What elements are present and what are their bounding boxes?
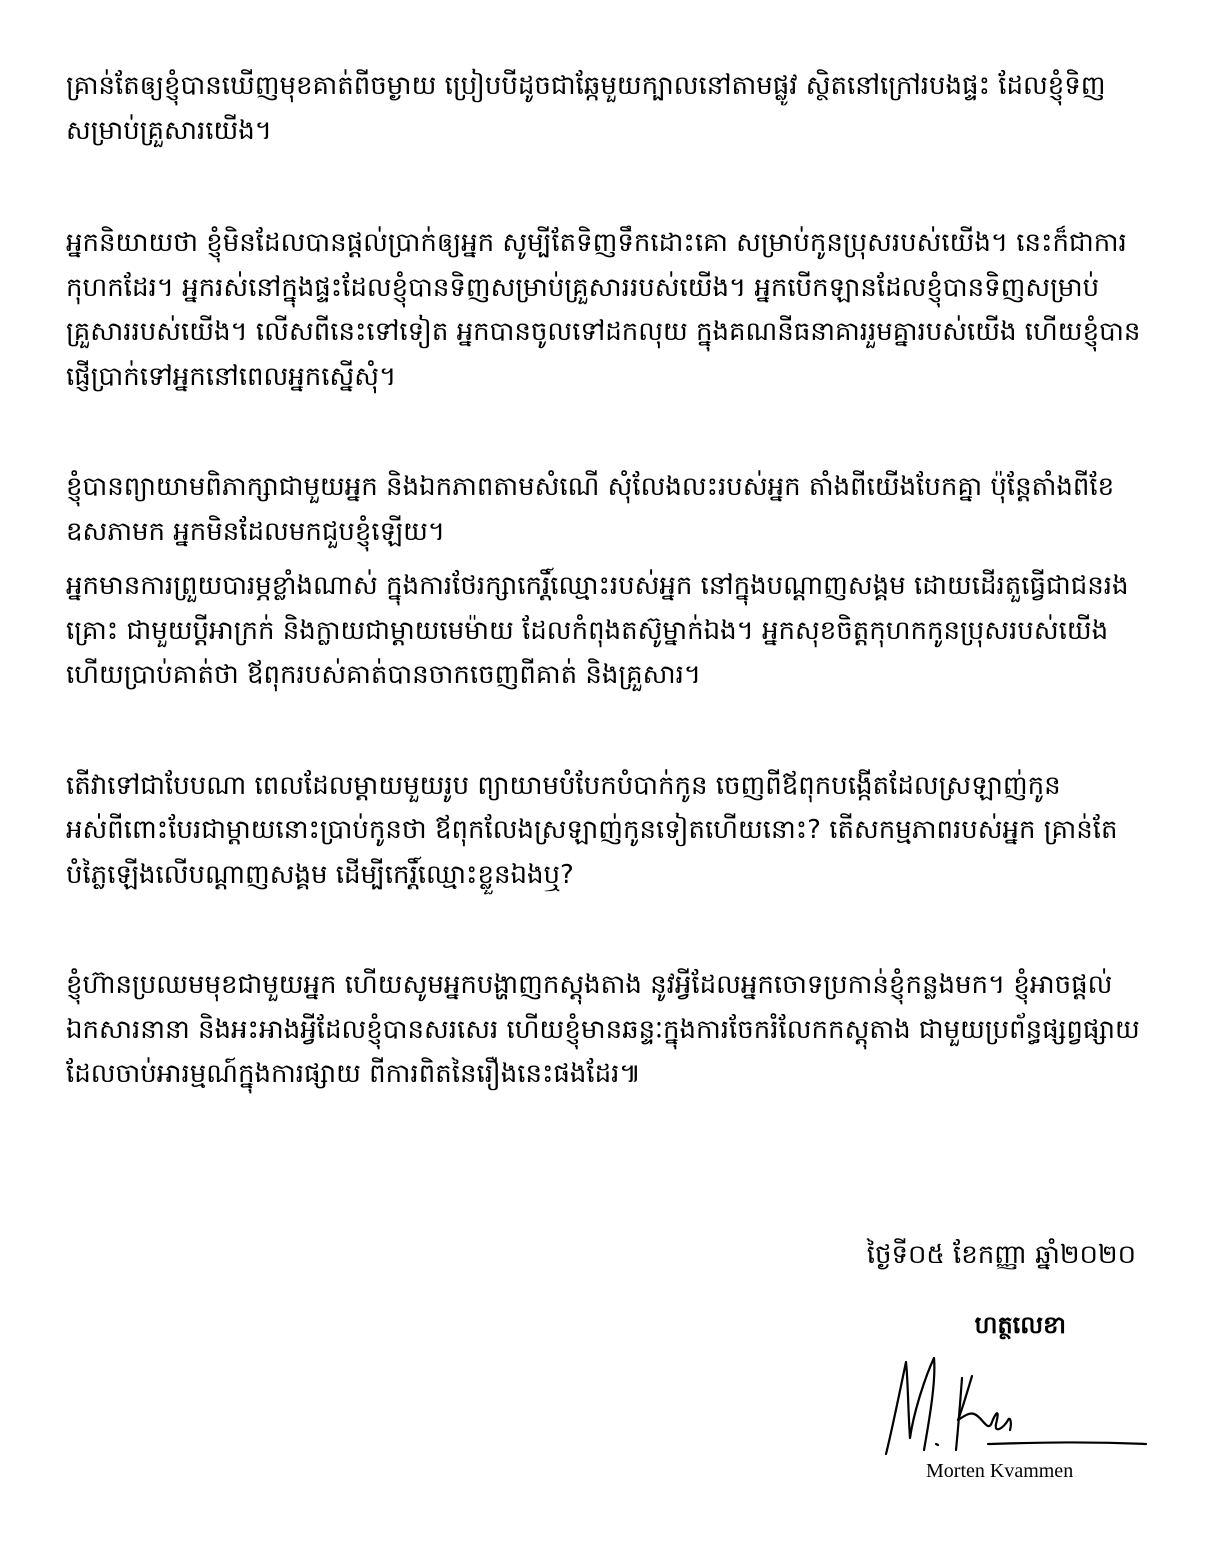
signer-name: Morten Kvammen	[926, 1460, 1074, 1482]
letter-date: ថ្ងៃទី០៥ ខែកញ្ញា ឆ្នាំ២០២០	[866, 1240, 1136, 1270]
paragraph-3: ខ្ញុំបានព្យាយាមពិភាក្សាជាមួយអ្នក និងឯកភាពតាមសំណើ សុំលែងលះរបស់អ្នក តាំងពីយើងបែកគ្នា ប៉ុន្តែតាំងពីខែឧសភាមក អ្នកមិនដែលមកជួបខ្ញុំឡើយ។	[66, 472, 1115, 547]
paragraph-1: គ្រាន់តែឲ្យខ្ញុំបានឃើញមុខគាត់ពីចម្ងាយ ប្រៀបបីដូចជាឆ្កែមួយក្បាលនៅតាមផ្លូវ ស្ថិតនៅក្រៅរបងផ្ទះ ដែលខ្ញុំទិញសម្រាប់គ្រួសារយើង។	[66, 71, 1106, 146]
paragraph-5: តើវាទៅជាបែបណា ពេលដែលម្តាយមួយរូប ព្យាយាមបំបែកបំបាក់កូន ចេញពីឪពុកបង្កើតដែលស្រឡាញ់កូនអស់ពីពោះបែរជាម្តាយនោះប្រាប់កូនថា ឪពុកលែងស្រឡាញ់កូនទៀតហើយនោះ? តើសកម្មភាពរបស់អ្នក គ្រាន់តែបំភ្លៃឡើងលើបណ្តាញសង្គម ដើម្បីកេរ្តិ៍ឈ្មោះខ្លួនឯងឬ?	[66, 770, 1118, 890]
handwritten-signature	[878, 1350, 1158, 1460]
letter-body	[66, 64, 1146, 1097]
paragraph-6: ខ្ញុំហ៊ានប្រឈមមុខជាមួយអ្នក ហើយសូមអ្នកបង្ហាញកស្តុងតាង នូវអ្វីដែលអ្នកចោទប្រកាន់ខ្ញុំកន្លងមក។ ខ្ញុំអាចផ្តល់ឯកសារនានា និងអះអាងអ្វីដែលខ្ញុំបានសរសេរ ហើយខ្ញុំមានឆន្ទៈក្នុងការចែករំលែកកស្តុតាង ជាមួយប្រព័ន្ធផ្សព្វផ្សាយ ដែលចាប់អារម្មណ៍ក្នុងការផ្សាយ ពីការពិតនៃរឿងនេះផងដែរ៕	[66, 970, 1140, 1089]
paragraph-4: អ្នកមានការព្រួយបារម្ភខ្លាំងណាស់ ក្នុងការថែរក្សាកេរ្តិ៍ឈ្មោះរបស់អ្នក នៅក្នុងបណ្តាញសង្គម ដោយដើរតួធ្វើជាជនរងគ្រោះ ជាមួយប្តីអាក្រក់ និងក្លាយជាម្តាយមេម៉ាយ ដែលកំពុងតស៊ូម្នាក់ឯង។ អ្នកសុខចិត្តកុហកកូនប្រុសរបស់យើង ហើយប្រាប់គាត់ថា ឪពុករបស់គាត់បានចាកចេញពីគាត់ និងគ្រួសារ។	[66, 571, 1129, 690]
signature-label: ហត្ថលេខា	[974, 1311, 1066, 1339]
paragraph-2: អ្នកនិយាយថា ខ្ញុំមិនដែលបានផ្តល់ប្រាក់ឲ្យអ្នក សូម្បីតែទិញទឹកដោះគោ សម្រាប់កូនប្រុសរបស់យើង។ នេះក៏ជាការកុហកដែរ។ អ្នករស់នៅក្នុងផ្ទះដែលខ្ញុំបានទិញសម្រាប់គ្រួសាររបស់យើង។ អ្នកបើកឡានដែលខ្ញុំបានទិញសម្រាប់គ្រួសាររបស់យើង។ លើសពីនេះទៅទៀត អ្នកបានចូលទៅដកលុយ ក្នុងគណនីធនាគាររួមគ្នារបស់យើង ហើយខ្ញុំបានផ្ញើប្រាក់ទៅអ្នកនៅពេលអ្នកស្នើសុំ។	[66, 228, 1141, 392]
